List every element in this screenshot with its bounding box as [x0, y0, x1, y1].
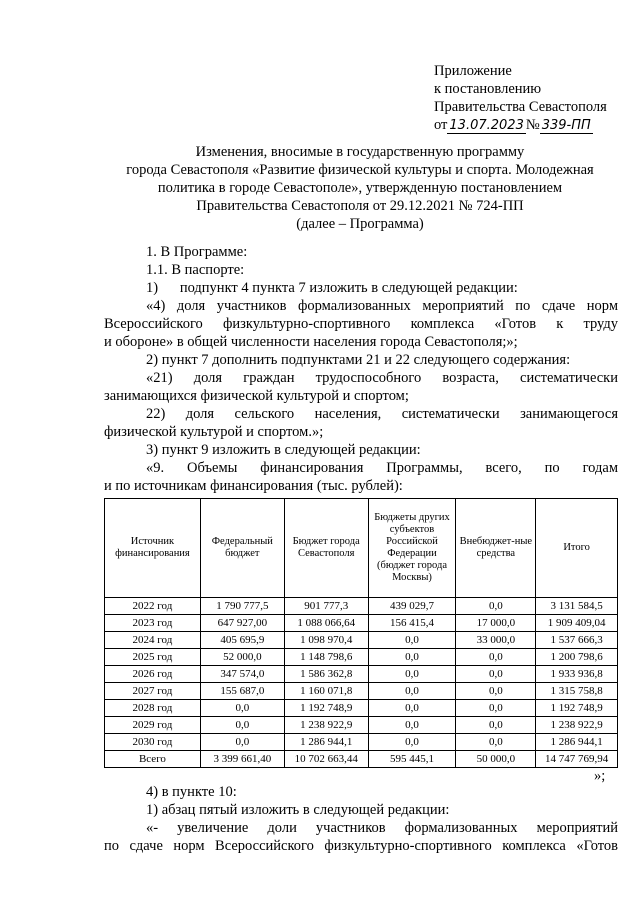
table-cell: 0,0: [368, 683, 456, 700]
table-cell: 1 286 944,1: [536, 734, 618, 751]
table-row: [105, 598, 618, 615]
table-cell: 0,0: [456, 666, 536, 683]
table-cell: 439 029,7: [368, 598, 456, 615]
table-cell: 0,0: [368, 717, 456, 734]
table-cell: 1 160 071,8: [284, 683, 368, 700]
table-cell: 0,0: [456, 598, 536, 615]
table-cell: 1 238 922,9: [536, 717, 618, 734]
table-cell: 347 574,0: [200, 666, 284, 683]
row-label-cell: 2028 год: [105, 700, 201, 717]
handwritten-date: 13.07.2023: [449, 118, 524, 133]
appendix-block: [434, 62, 607, 135]
quote-9-line-1: «9. Объемы финансирования Программы, всего, по годам: [146, 460, 618, 476]
paragraph-1-1: 1.1. В паспорте:: [146, 262, 245, 278]
paragraph-1: 1. В Программе:: [146, 244, 248, 260]
table-cell: 0,0: [368, 700, 456, 717]
from-label: от: [434, 117, 448, 133]
number-sign: №: [525, 117, 540, 133]
table-cell: 10 702 663,44: [284, 751, 368, 768]
table-cell: 647 927,00: [200, 615, 284, 632]
table-cell: 52 000,0: [200, 649, 284, 666]
table-cell: 17 000,0: [456, 615, 536, 632]
table-cell: 1 098 970,4: [284, 632, 368, 649]
table-cell: 901 777,3: [284, 598, 368, 615]
table-body: [105, 598, 618, 768]
header-total: Итого: [536, 499, 618, 598]
table-cell: 1 586 362,8: [284, 666, 368, 683]
quote-4-line-3: и обороне» в общей численности населения города Севастополя;»;: [104, 334, 518, 350]
table-row: [105, 717, 618, 734]
quote-increase-line-2: по сдаче норм Всероссийского физкультурно-спортивного комплекса «Готов: [104, 838, 618, 854]
quote-21-line-2: занимающихся физической культурой и спортом;: [104, 388, 409, 404]
appendix-line-1: Приложение: [434, 63, 512, 79]
row-label-cell: 2023 год: [105, 615, 201, 632]
paragraph-item-1: 1) подпункт 4 пункта 7 изложить в следующей редакции:: [146, 280, 518, 296]
table-row: [105, 666, 618, 683]
appendix-date-line: [434, 116, 607, 135]
table-cell: 0,0: [456, 683, 536, 700]
table-cell: 3 399 661,40: [200, 751, 284, 768]
quote-9-line-2: и по источникам финансирования (тыс. рублей):: [104, 478, 403, 494]
table-cell: 1 238 922,9: [284, 717, 368, 734]
header-extrabudgetary: Внебюджет-ные средства: [456, 499, 536, 598]
table-cell: 0,0: [368, 734, 456, 751]
table-cell: 595 445,1: [368, 751, 456, 768]
row-label-cell: 2030 год: [105, 734, 201, 751]
table-cell: 1 537 666,3: [536, 632, 618, 649]
table-cell: 155 687,0: [200, 683, 284, 700]
handwritten-number: 339-ПП: [541, 118, 591, 133]
table-cell: 0,0: [456, 717, 536, 734]
table-cell: 1 286 944,1: [284, 734, 368, 751]
table-cell: 1 790 777,5: [200, 598, 284, 615]
table-cell: 0,0: [368, 666, 456, 683]
table-row: [105, 649, 618, 666]
header-source: Источник финансирования: [105, 499, 201, 598]
table-cell: 1 933 936,8: [536, 666, 618, 683]
paragraph-item-4: 4) в пункте 10:: [146, 784, 237, 800]
table-cell: 0,0: [200, 734, 284, 751]
quote-4-line-1: «4) доля участников формализованных мероприятий по сдаче норм: [146, 298, 618, 314]
title-line-3: политика в городе Севастополе», утвержденную постановлением: [157, 180, 563, 196]
table-row: [105, 632, 618, 649]
appendix-line-2: к постановлению: [434, 81, 542, 97]
table-cell: 1 200 798,6: [536, 649, 618, 666]
closing-quote: »;: [594, 768, 606, 784]
quote-22-line-2: физической культурой и спортом.»;: [104, 424, 324, 440]
table-cell: 0,0: [368, 632, 456, 649]
document-title: [100, 143, 620, 233]
row-label-cell: 2029 год: [105, 717, 201, 734]
row-label-cell: 2022 год: [105, 598, 201, 615]
financing-table: [104, 498, 618, 768]
table-cell: 1 315 758,8: [536, 683, 618, 700]
title-line-4: Правительства Севастополя от 29.12.2021 № 724-ПП: [196, 198, 524, 214]
table-cell: 1 088 066,64: [284, 615, 368, 632]
quote-4-line-2: Всероссийского физкультурно-спортивного комплекса «Готов к труду: [104, 316, 618, 332]
table-cell: 33 000,0: [456, 632, 536, 649]
header-federal: Федеральный бюджет: [200, 499, 284, 598]
title-line-1: Изменения, вносимые в государственную программу: [195, 144, 525, 160]
quote-21-line-1: «21) доля граждан трудоспособного возраста, систематически: [146, 370, 618, 386]
table-cell: 0,0: [200, 700, 284, 717]
table-cell: 0,0: [368, 649, 456, 666]
row-label-cell: 2026 год: [105, 666, 201, 683]
row-label-cell: 2027 год: [105, 683, 201, 700]
table-cell: 1 909 409,04: [536, 615, 618, 632]
table-cell: 156 415,4: [368, 615, 456, 632]
table-cell: 0,0: [456, 734, 536, 751]
table-row: [105, 751, 618, 768]
table-cell: 3 131 584,5: [536, 598, 618, 615]
table-cell: 1 148 798,6: [284, 649, 368, 666]
row-label-cell: Всего: [105, 751, 201, 768]
quote-22-line-1: 22) доля сельского населения, систематически занимающегося: [146, 406, 618, 422]
paragraph-item-2: 2) пункт 7 дополнить подпунктами 21 и 22 следующего содержания:: [146, 352, 571, 368]
header-other-subjects: Бюджеты других субъектов Российской Федерации (бюджет города Москвы): [368, 499, 456, 598]
table-cell: 0,0: [456, 649, 536, 666]
table-cell: 1 192 748,9: [536, 700, 618, 717]
row-label-cell: 2025 год: [105, 649, 201, 666]
table-row: [105, 700, 618, 717]
table-row: [105, 734, 618, 751]
title-line-2: города Севастополя «Развитие физической культуры и спорта. Молодежная: [126, 162, 594, 178]
table-header-row: [105, 499, 618, 598]
paragraph-item-3: 3) пункт 9 изложить в следующей редакции:: [146, 442, 421, 458]
paragraph-subitem-1: 1) абзац пятый изложить в следующей редакции:: [146, 802, 450, 818]
quote-increase-line-1: «- увеличение доли участников формализованных мероприятий: [146, 820, 618, 836]
table-cell: 1 192 748,9: [284, 700, 368, 717]
header-city: Бюджет города Севастополя: [284, 499, 368, 598]
row-label-cell: 2024 год: [105, 632, 201, 649]
table-cell: 14 747 769,94: [536, 751, 618, 768]
appendix-line-3: Правительства Севастополя: [434, 99, 607, 115]
table-cell: 50 000,0: [456, 751, 536, 768]
table-cell: 0,0: [456, 700, 536, 717]
table-cell: 0,0: [200, 717, 284, 734]
table-row: [105, 683, 618, 700]
table-row: [105, 615, 618, 632]
title-line-5: (далее – Программа): [296, 216, 424, 232]
table-cell: 405 695,9: [200, 632, 284, 649]
